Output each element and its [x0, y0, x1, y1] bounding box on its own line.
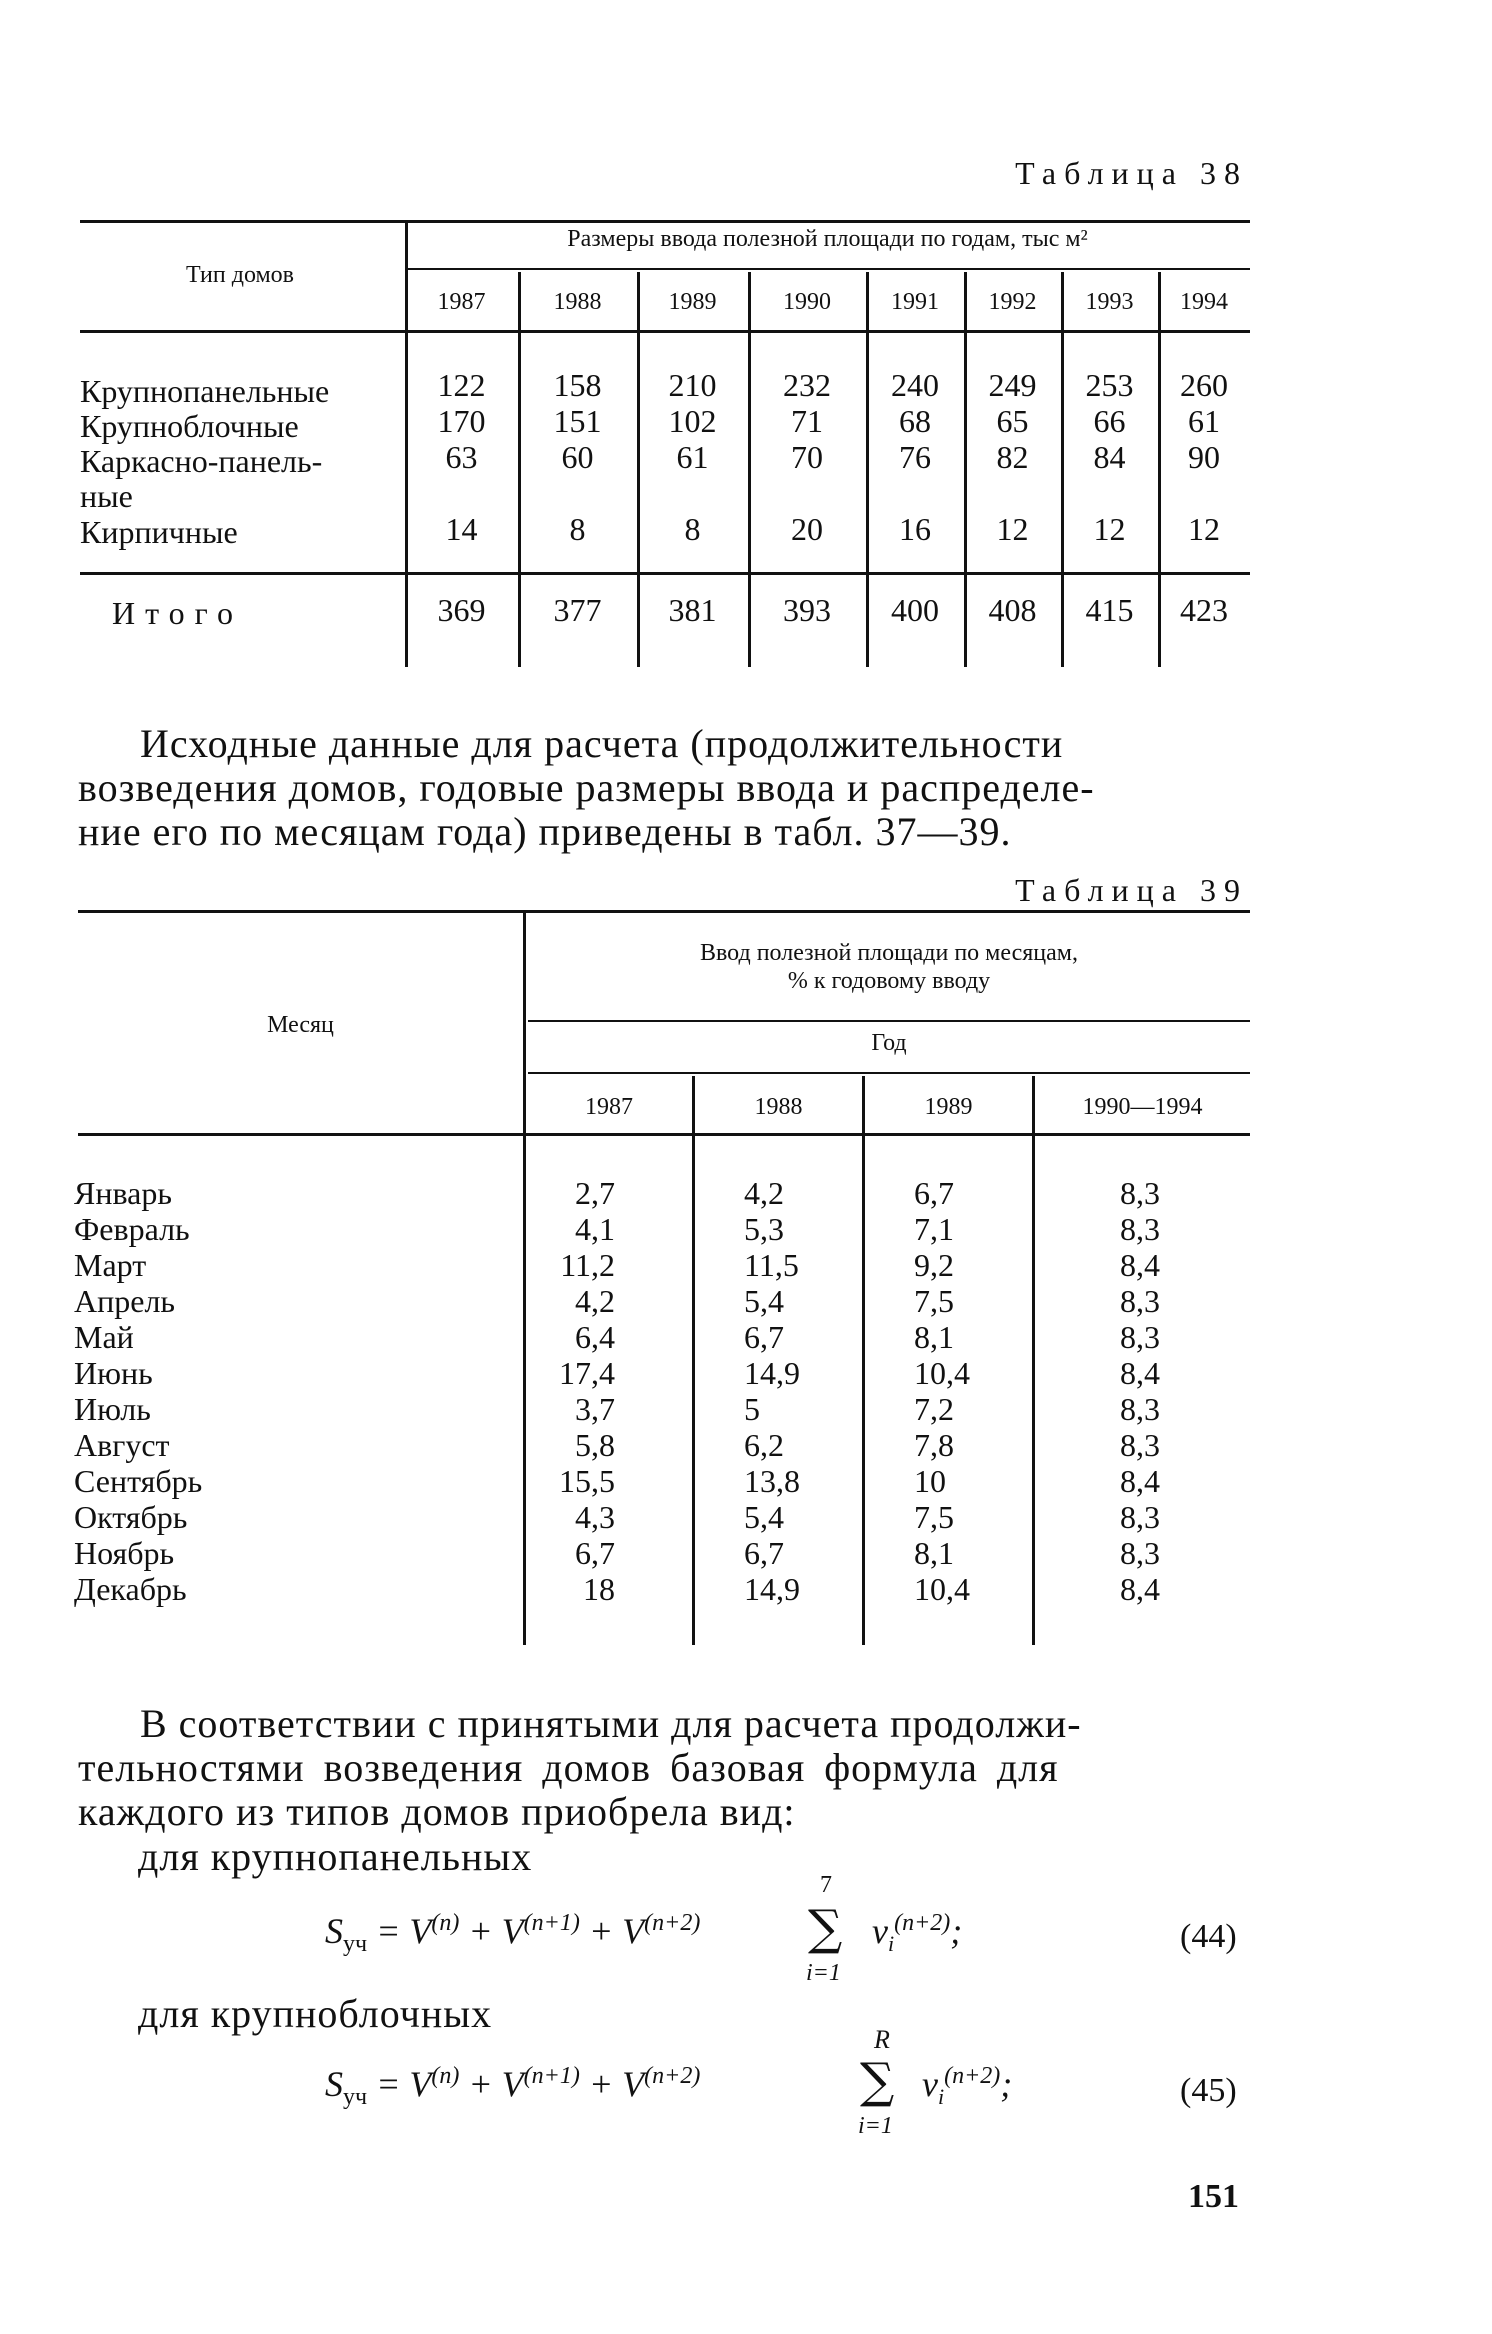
table39-cell: 8,3 [1120, 1391, 1160, 1427]
table39-year-col: 1988 [754, 1094, 803, 1120]
table38-row-label: Крупноблочные [80, 408, 299, 444]
table39-cell: 15,5 [559, 1463, 615, 1499]
table38-cell: 66 [1093, 403, 1126, 439]
table39-cell: 7,8 [914, 1427, 954, 1463]
table38-cell: 16 [899, 511, 931, 547]
table38-cell: 210 [668, 367, 717, 403]
table38-row-label: Кирпичные [80, 514, 238, 550]
table38-cell: 253 [1085, 367, 1134, 403]
formula-44-term: $v_i^{(n+2)}$; [872, 1910, 963, 1957]
table39-cell: 7,5 [914, 1499, 954, 1535]
table38-cell: 76 [899, 439, 931, 475]
table39-divider [1032, 1076, 1035, 1645]
table38-row-label: ные [80, 478, 133, 514]
sum-upper-limit: 7 [820, 1872, 832, 1898]
table39-year-rule [528, 1072, 1250, 1074]
table39-cell: 7,5 [914, 1283, 954, 1319]
table39-cell: 7,2 [914, 1391, 954, 1427]
table38-header-bottom-rule [80, 330, 1250, 333]
table39-cell: 5,4 [744, 1499, 784, 1535]
table38-row-label: Крупнопанельные [80, 373, 330, 409]
table38-cell: 84 [1093, 439, 1126, 475]
table38-cell: 20 [791, 511, 823, 547]
table38-row-header: Тип домов [185, 262, 295, 288]
table38-total-cell: 381 [668, 592, 717, 628]
table39-divider [862, 1076, 865, 1645]
paragraph-line: тельностями возведения домов базовая формула для [78, 1745, 1059, 1790]
table39-cell: 4,2 [575, 1283, 615, 1319]
table38-cell: 260 [1180, 367, 1228, 403]
table38-year-header: 1994 [1180, 289, 1228, 315]
table39-divider [523, 912, 526, 1645]
sum-lower-limit: i=1 [806, 1960, 841, 1986]
table39-cell: 9,2 [914, 1247, 954, 1283]
paragraph-line: В соответствии с принятыми для расчета продолжи- [140, 1701, 1082, 1746]
table39-group-header: % к годовому вводу [787, 968, 991, 994]
table39-cell: 3,7 [575, 1391, 615, 1427]
table38-cell: 65 [996, 403, 1029, 439]
table39-month-label: Январь [74, 1175, 172, 1211]
table39-cell: 8,3 [1120, 1427, 1160, 1463]
table39-year-header: Год [871, 1030, 907, 1056]
table38-total-cell: 400 [891, 592, 939, 628]
table38-cell: 8 [684, 511, 701, 547]
table38-cell: 63 [445, 439, 478, 475]
sum-lower-limit: i=1 [858, 2113, 893, 2139]
table38-cell: 122 [437, 367, 486, 403]
table38-year-header: 1992 [988, 289, 1037, 315]
formula-44-number: (44) [1180, 1918, 1237, 1955]
table39-cell: 7,1 [914, 1211, 954, 1247]
table38-group-rule [405, 268, 1250, 270]
table39-month-label: Июнь [74, 1355, 153, 1391]
table39-cell: 8,4 [1120, 1571, 1160, 1607]
table39-group-header: Ввод полезной площади по месяцам, [700, 940, 1078, 966]
table38-cell: 102 [668, 403, 717, 439]
formula-45: $S_{уч} = V^{(n)} + V^{(n+1)} + V^{(n+2)}$ [325, 2063, 701, 2111]
table39-caption: Таблица 39 [1015, 872, 1248, 908]
table38-cell: 232 [783, 367, 831, 403]
table38-group-header: Размеры ввода полезной площади по годам, тыс м² [567, 226, 1088, 252]
table38-total-cell: 423 [1180, 592, 1228, 628]
table39-cell: 5 [744, 1391, 760, 1427]
formula-label: для крупнопанельных [138, 1834, 533, 1879]
table39-cell: 6,7 [575, 1535, 615, 1571]
table39-month-label: Ноябрь [74, 1535, 175, 1571]
table39-month-label: Май [74, 1319, 134, 1355]
table39-month-label: Февраль [74, 1211, 190, 1247]
table39-month-label: Октябрь [74, 1499, 188, 1535]
table39-cell: 5,4 [744, 1283, 784, 1319]
table38-cell: 70 [791, 439, 823, 475]
table38-cell: 240 [891, 367, 939, 403]
table38-cell: 12 [996, 511, 1029, 547]
table38-total-rule [80, 572, 1250, 575]
table39-cell: 8,3 [1120, 1499, 1160, 1535]
table39-cell: 8,1 [914, 1535, 954, 1571]
table38-top-rule [80, 220, 1250, 223]
paragraph-line: возведения домов, годовые размеры ввода и распределе- [78, 765, 1095, 810]
table39-cell: 6,4 [575, 1319, 615, 1355]
table39-cell: 6,2 [744, 1427, 784, 1463]
table39-month-label: Декабрь [74, 1571, 187, 1607]
table38-year-header: 1987 [437, 289, 486, 315]
table39-month-label: Март [74, 1247, 147, 1283]
table39-cell: 4,3 [575, 1499, 615, 1535]
formula-45-number: (45) [1180, 2072, 1237, 2109]
table38-cell: 61 [1188, 403, 1220, 439]
table39-cell: 8,4 [1120, 1463, 1160, 1499]
table38-row-label: Каркасно-панель- [80, 443, 323, 479]
table39-cell: 11,2 [560, 1247, 615, 1283]
table38-year-header: 1989 [668, 289, 717, 315]
formula-44: $S_{уч} = V^{(n)} + V^{(n+1)} + V^{(n+2)}$ [325, 1910, 701, 1958]
table39-cell: 6,7 [744, 1319, 784, 1355]
table38-cell: 90 [1188, 439, 1220, 475]
table39-cell: 8,3 [1120, 1211, 1160, 1247]
table38-total-label: Итого [112, 595, 243, 631]
table38-cell: 249 [988, 367, 1037, 403]
table39-cell: 8,3 [1120, 1319, 1160, 1355]
sum-symbol: ∑ [860, 2053, 895, 2109]
table38-total-cell: 393 [783, 592, 831, 628]
table39-cell: 4,1 [575, 1211, 615, 1247]
table38-cell: 71 [791, 403, 823, 439]
table38-cell: 60 [561, 439, 594, 475]
table38-year-header: 1988 [553, 289, 602, 315]
table39-cell: 14,9 [744, 1355, 800, 1391]
table39-month-label: Сентябрь [74, 1463, 203, 1499]
table39-cell: 6,7 [744, 1535, 784, 1571]
table38-cell: 151 [553, 403, 602, 439]
table39-cell: 8,1 [914, 1319, 954, 1355]
table39-cell: 10,4 [914, 1571, 970, 1607]
table38-cell: 12 [1188, 511, 1220, 547]
table39-cell: 8,3 [1120, 1175, 1160, 1211]
paragraph-line: каждого из типов домов приобрела вид: [78, 1789, 796, 1834]
table39-month-label: Июль [74, 1391, 151, 1427]
formula-label: для крупноблочных [138, 1991, 493, 2036]
table39-year-col: 1990—1994 [1082, 1094, 1203, 1120]
table38-cell: 170 [437, 403, 486, 439]
table38-caption: Таблица 38 [1015, 155, 1248, 191]
table38-total-cell: 408 [988, 592, 1037, 628]
table38-cell: 8 [569, 511, 586, 547]
formula-45-term: $v_i^{(n+2)}$; [922, 2063, 1013, 2110]
table39-cell: 10 [914, 1463, 946, 1499]
table39-cell: 6,7 [914, 1175, 954, 1211]
paragraph-line: Исходные данные для расчета (продолжительности [140, 721, 1064, 766]
table39-cell: 2,7 [575, 1175, 615, 1211]
table38-total-cell: 415 [1085, 592, 1134, 628]
table38-year-header: 1990 [783, 289, 831, 315]
table39-cell: 5,3 [744, 1211, 784, 1247]
table38-cell: 68 [899, 403, 931, 439]
table39-year-col: 1987 [585, 1094, 633, 1120]
table39-header-bottom-rule [78, 1133, 1250, 1136]
table39-month-label: Август [74, 1427, 170, 1463]
table38-cell: 12 [1093, 511, 1126, 547]
table39-cell: 18 [583, 1571, 615, 1607]
table39-cell: 4,2 [744, 1175, 784, 1211]
table39-cell: 14,9 [744, 1571, 800, 1607]
table38-cell: 158 [553, 367, 602, 403]
table39-cell: 13,8 [744, 1463, 800, 1499]
table39-cell: 8,4 [1120, 1247, 1160, 1283]
table39-cell: 5,8 [575, 1427, 615, 1463]
table39-month-label: Апрель [74, 1283, 175, 1319]
table38-cell: 82 [996, 439, 1029, 475]
table39-cell: 10,4 [914, 1355, 970, 1391]
page-number: 151 [1188, 2178, 1239, 2215]
table39-cell: 8,4 [1120, 1355, 1160, 1391]
table39-divider [692, 1076, 695, 1645]
sum-symbol: ∑ [808, 1900, 843, 1956]
table39-cell: 17,4 [559, 1355, 615, 1391]
table39-group-rule [528, 1020, 1250, 1022]
table39-top-rule [78, 910, 1250, 913]
table38-cell: 61 [676, 439, 709, 475]
table38-year-header: 1993 [1085, 289, 1134, 315]
table38-year-header: 1991 [891, 289, 939, 315]
table39-row-header: Месяц [267, 1012, 334, 1038]
table39-cell: 8,3 [1120, 1283, 1160, 1319]
sum-upper-limit: R [874, 2025, 890, 2054]
table38-total-cell: 369 [437, 592, 486, 628]
table39-cell: 11,5 [744, 1247, 799, 1283]
paragraph-line: ние его по месяцам года) приведены в табл. 37—39. [78, 809, 1012, 854]
table39-cell: 8,3 [1120, 1535, 1160, 1571]
table38-cell: 14 [445, 511, 478, 547]
table39-year-col: 1989 [924, 1094, 973, 1120]
table38-total-cell: 377 [553, 592, 602, 628]
